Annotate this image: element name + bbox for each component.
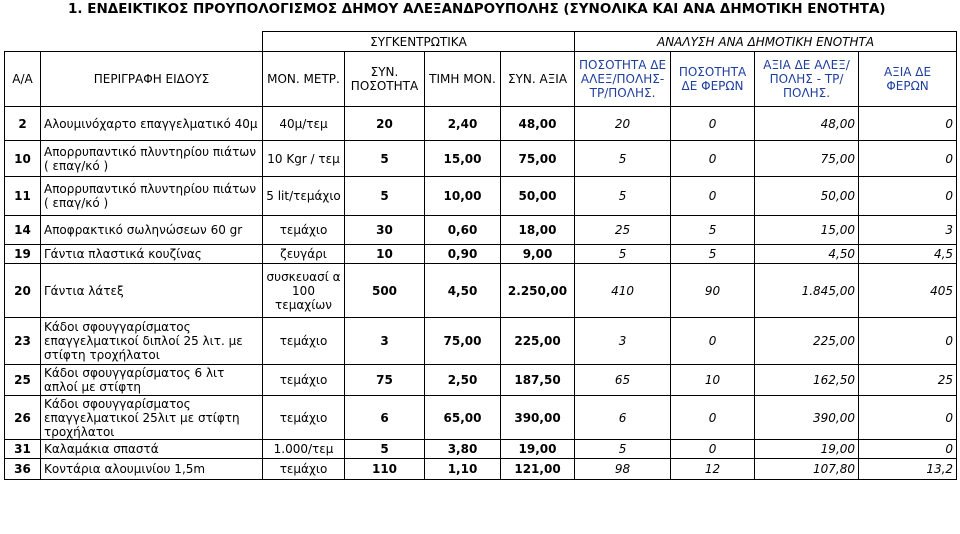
row-number: 23	[5, 318, 41, 365]
item-description: Καλαμάκια σπαστά	[41, 440, 263, 459]
unit-price: 2,40	[425, 107, 501, 141]
total-value: 225,00	[501, 318, 575, 365]
value-feron: 0	[859, 440, 957, 459]
col-qty-alex: ΠΟΣΟΤΗΤΑ ΔΕ ΑΛΕΞ/ΠΟΛΗΣ-ΤΡ/ΠΟΛΗΣ.	[575, 52, 671, 107]
table-row	[5, 318, 957, 365]
item-description: Κοντάρια αλουμινίου 1,5m	[41, 459, 263, 480]
value-alex: 48,00	[755, 107, 859, 141]
item-description: Κάδοι σφουγγαρίσματος επαγγελματικοί 25λιτ με στίφτη τροχήλατοι	[41, 396, 263, 440]
col-value-alex: ΑΞΙΑ ΔΕ ΑΛΕΞ/ΠΟΛΗΣ - ΤΡ/ΠΟΛΗΣ.	[755, 52, 859, 107]
qty-feron: 90	[671, 264, 755, 318]
qty-alex: 5	[575, 141, 671, 177]
unit-of-measure: συσκευασί α 100 τεμαχίων	[263, 264, 345, 318]
qty-alex: 5	[575, 177, 671, 216]
unit-price: 4,50	[425, 264, 501, 318]
item-description: Αλουμινόχαρτο επαγγελματικό 40μ	[41, 107, 263, 141]
value-alex: 390,00	[755, 396, 859, 440]
value-feron: 0	[859, 318, 957, 365]
total-quantity: 3	[345, 318, 425, 365]
value-alex: 162,50	[755, 365, 859, 396]
total-value: 390,00	[501, 396, 575, 440]
total-quantity: 500	[345, 264, 425, 318]
table-row	[5, 396, 957, 440]
table-row	[5, 216, 957, 245]
table-row	[5, 459, 957, 480]
item-description: Κάδοι σφουγγαρίσματος επαγγελματικοί διπλοί 25 λιτ. με στίφτη τροχήλατοι	[41, 318, 263, 365]
group-summary: ΣΥΓΚΕΝΤΡΩΤΙΚΑ	[263, 32, 575, 52]
item-description: Γάντια πλαστικά κουζίνας	[41, 245, 263, 264]
value-feron: 0	[859, 141, 957, 177]
total-value: 9,00	[501, 245, 575, 264]
qty-alex: 5	[575, 245, 671, 264]
table-row	[5, 365, 957, 396]
value-alex: 107,80	[755, 459, 859, 480]
unit-price: 15,00	[425, 141, 501, 177]
unit-price: 0,60	[425, 216, 501, 245]
row-number: 36	[5, 459, 41, 480]
unit-price: 75,00	[425, 318, 501, 365]
unit-of-measure: τεμάχιο	[263, 365, 345, 396]
item-description: Κάδοι σφουγγαρίσματος 6 λιτ απλοί με στίφτη	[41, 365, 263, 396]
total-value: 19,00	[501, 440, 575, 459]
total-quantity: 10	[345, 245, 425, 264]
total-value: 187,50	[501, 365, 575, 396]
table-row	[5, 440, 957, 459]
value-alex: 225,00	[755, 318, 859, 365]
value-alex: 15,00	[755, 216, 859, 245]
value-alex: 75,00	[755, 141, 859, 177]
document-title: 1. ΕΝΔΕΙΚΤΙΚΟΣ ΠΡΟΥΠΟΛΟΓΙΣΜΟΣ ΔΗΜΟΥ ΑΛΕΞΑΝΔΡΟΥΠΟΛΗΣ (ΣΥΝΟΛΙΚΑ ΚΑΙ ΑΝΑ ΔΗΜΟΤΙΚΗ ΕΝΟΤΗΤΑ)	[68, 1, 886, 17]
unit-of-measure: ζευγάρι	[263, 245, 345, 264]
col-unit: ΜΟΝ. ΜΕΤΡ.	[263, 52, 345, 107]
row-number: 14	[5, 216, 41, 245]
value-feron: 25	[859, 365, 957, 396]
value-alex: 4,50	[755, 245, 859, 264]
group-analysis: ΑΝΑΛΥΣΗ ΑΝΑ ΔΗΜΟΤΙΚΗ ΕΝΟΤΗΤΑ	[575, 32, 957, 52]
col-unit-price: ΤΙΜΗ ΜΟΝ.	[425, 52, 501, 107]
qty-feron: 0	[671, 318, 755, 365]
qty-alex: 98	[575, 459, 671, 480]
unit-of-measure: 1.000/τεμ	[263, 440, 345, 459]
qty-feron: 0	[671, 440, 755, 459]
total-quantity: 6	[345, 396, 425, 440]
unit-of-measure: 10 Kgr / τεμ	[263, 141, 345, 177]
col-value-feron: ΑΞΙΑ ΔΕ ΦΕΡΩΝ	[859, 52, 957, 107]
value-alex: 50,00	[755, 177, 859, 216]
total-value: 75,00	[501, 141, 575, 177]
total-value: 50,00	[501, 177, 575, 216]
unit-of-measure: τεμάχιο	[263, 318, 345, 365]
qty-feron: 5	[671, 245, 755, 264]
budget-table	[4, 31, 957, 480]
qty-alex: 3	[575, 318, 671, 365]
unit-price: 10,00	[425, 177, 501, 216]
unit-price: 0,90	[425, 245, 501, 264]
value-feron: 13,2	[859, 459, 957, 480]
header-spacer	[5, 32, 263, 52]
table-row	[5, 264, 957, 318]
col-description: ΠΕΡΙΓΡΑΦΗ ΕΙΔΟΥΣ	[41, 52, 263, 107]
unit-of-measure: 40μ/τεμ	[263, 107, 345, 141]
qty-alex: 25	[575, 216, 671, 245]
item-description: Γάντια λάτεξ	[41, 264, 263, 318]
value-feron: 0	[859, 177, 957, 216]
row-number: 2	[5, 107, 41, 141]
qty-alex: 65	[575, 365, 671, 396]
row-number: 11	[5, 177, 41, 216]
value-feron: 3	[859, 216, 957, 245]
qty-feron: 0	[671, 396, 755, 440]
row-number: 19	[5, 245, 41, 264]
total-quantity: 5	[345, 141, 425, 177]
value-feron: 405	[859, 264, 957, 318]
qty-feron: 10	[671, 365, 755, 396]
value-alex: 19,00	[755, 440, 859, 459]
total-quantity: 75	[345, 365, 425, 396]
total-quantity: 110	[345, 459, 425, 480]
total-value: 18,00	[501, 216, 575, 245]
total-quantity: 5	[345, 177, 425, 216]
unit-of-measure: 5 lit/τεμάχιο	[263, 177, 345, 216]
col-qty-feron: ΠΟΣΟΤΗΤΑ ΔΕ ΦΕΡΩΝ	[671, 52, 755, 107]
total-quantity: 20	[345, 107, 425, 141]
table-row	[5, 177, 957, 216]
col-aa: Α/Α	[5, 52, 41, 107]
unit-of-measure: τεμάχιο	[263, 459, 345, 480]
qty-feron: 0	[671, 107, 755, 141]
row-number: 20	[5, 264, 41, 318]
qty-alex: 6	[575, 396, 671, 440]
qty-feron: 5	[671, 216, 755, 245]
row-number: 31	[5, 440, 41, 459]
table-row	[5, 141, 957, 177]
total-value: 2.250,00	[501, 264, 575, 318]
table-row	[5, 245, 957, 264]
unit-price: 1,10	[425, 459, 501, 480]
qty-feron: 12	[671, 459, 755, 480]
table-row	[5, 107, 957, 141]
value-alex: 1.845,00	[755, 264, 859, 318]
total-value: 48,00	[501, 107, 575, 141]
qty-feron: 0	[671, 141, 755, 177]
row-number: 25	[5, 365, 41, 396]
unit-of-measure: τεμάχιο	[263, 216, 345, 245]
qty-alex: 20	[575, 107, 671, 141]
total-quantity: 30	[345, 216, 425, 245]
value-feron: 0	[859, 396, 957, 440]
col-total-value: ΣΥΝ. ΑΞΙΑ	[501, 52, 575, 107]
value-feron: 0	[859, 107, 957, 141]
qty-feron: 0	[671, 177, 755, 216]
unit-price: 65,00	[425, 396, 501, 440]
col-total-quantity: ΣΥΝ. ΠΟΣΟΤΗΤΑ	[345, 52, 425, 107]
unit-price: 3,80	[425, 440, 501, 459]
row-number: 10	[5, 141, 41, 177]
qty-alex: 5	[575, 440, 671, 459]
item-description: Απορρυπαντικό πλυντηρίου πιάτων ( επαγ/κό )	[41, 141, 263, 177]
qty-alex: 410	[575, 264, 671, 318]
value-feron: 4,5	[859, 245, 957, 264]
item-description: Απορρυπαντικό πλυντηρίου πιάτων ( επαγ/κό )	[41, 177, 263, 216]
unit-price: 2,50	[425, 365, 501, 396]
item-description: Αποφρακτικό σωληνώσεων 60 gr	[41, 216, 263, 245]
unit-of-measure: τεμάχιο	[263, 396, 345, 440]
total-quantity: 5	[345, 440, 425, 459]
row-number: 26	[5, 396, 41, 440]
total-value: 121,00	[501, 459, 575, 480]
